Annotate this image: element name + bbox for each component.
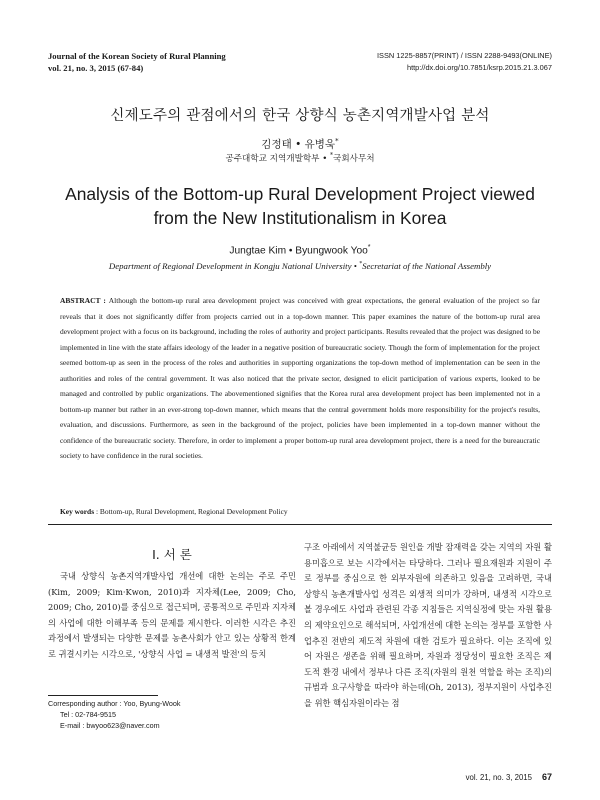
korean-affiliation-2: 국회사무처 <box>333 154 375 164</box>
keywords-text: Bottom-up, Rural Development, Regional Development Policy <box>99 507 288 516</box>
english-affiliation-1: Department of Regional Development in Kongju National University • <box>108 261 359 271</box>
section-heading: I. 서 론 <box>152 547 192 562</box>
footnote-email[interactable]: E-mail : bwyoo623@naver.com <box>60 721 160 730</box>
korean-affiliation <box>0 152 600 164</box>
abstract-text: Although the bottom-up rural area development project was conceived with great expectations, the general evaluation of the project so far reveals that it does not significantly differ from projects carried out in a top-down manner. This paper examines the nature of the bottom-up rural area development project with a focus on its background, including the roles of authority and project participants. Results revealed that the project was designed to be implemented in line with the state affairs ideology of the leader in a negative position of bureaucratic society. Though the form of implementation for the project seemed bottom-up as seen in the process of the roles and authorities in supporting organizations the top-down method of implementation can be seen in the authorities and roles of the central government. It was also noticed that the private sector, designed to elicit participation of various experts, looked to be managed and controlled by public organizations. The abovementioned signifies that the Korea rural area development project has been implemented not in a bottom-up manner but rather in an ever-strong top-down manner, which means that the central government holds more responsibility for the project's results, evaluation, and discussions. Furthermore, as seen in the background of the project, policies have been implemented in a top-down manner without the confidence of the bureaucratic society. Therefore, in order to implement a proper bottom-up rural area development project, there is a need for the bureaucratic society to have confidence in the rural societies. <box>60 296 540 460</box>
english-authors-names: Jungtae Kim • Byungwook Yoo <box>229 245 368 257</box>
korean-authors <box>0 136 600 152</box>
english-affiliation-mark: * <box>359 261 363 268</box>
footnote-divider <box>48 695 158 696</box>
english-affiliation <box>0 261 600 271</box>
doi-link[interactable]: http://dx.doi.org/10.7851/ksrp.2015.21.3.067 <box>406 63 552 72</box>
section-divider <box>48 524 552 525</box>
keywords: Key words : Bottom-up, Rural Development, Regional Development Policy <box>60 507 288 516</box>
footer-volume: vol. 21, no. 3, 2015 <box>465 773 532 782</box>
korean-authors-mark: * <box>335 136 339 145</box>
journal-name: Journal of the Korean Society of Rural Planning <box>48 51 226 61</box>
footnote-author: Corresponding author : Yoo, Byung-Wook <box>48 699 181 708</box>
korean-affiliation-mark: * <box>330 152 334 160</box>
issn-text: ISSN 1225-8857(PRINT) / ISSN 2288-9493(ONLINE) <box>377 51 552 60</box>
keywords-label: Key words <box>60 507 95 516</box>
footnote-tel: Tel : 02-784-9515 <box>60 710 116 719</box>
journal-volume: vol. 21, no. 3, 2015 (67-84) <box>48 63 144 73</box>
page-footer <box>466 772 552 782</box>
page-number: 67 <box>541 772 552 782</box>
english-title-line-1: Analysis of the Bottom-up Rural Development Project viewed <box>65 184 535 204</box>
journal-header <box>48 50 226 74</box>
abstract: ABSTRACT : Although the bottom-up rural area development project was conceived with great expectations, the general evaluation of the project so far reveals that it does not significantly differ from projects carried out in a top-down manner. This paper examines the nature of the bottom-up rural area development project with a focus on its background, including the roles of authority and project participants. Results revealed that the project was designed to be implemented in line with the state affairs ideology of the leader in a negative position of bureaucratic society. Though the form of implementation for the project seemed bottom-up as seen in the process of the roles and authorities in supporting organizations the top-down method of implementation can be seen in the authorities and roles of the central government. It was also noticed that the private sector, designed to elicit participation of various experts, looked to be managed and controlled by public organizations. The abovementioned signifies that the Korea rural area development project has been implemented not in a bottom-up manner but rather in an ever-strong top-down manner, which means that the central government holds more responsibility for the project's results, evaluation, and discussions. Furthermore, as seen in the background of the project, policies have been implemented in a top-down manner without the confidence of the bureaucratic society. Therefore, in order to implement a proper bottom-up rural area development project, there is a need for the bureaucratic society to have confidence in the rural societies. <box>60 296 540 460</box>
body-column-left: 국내 상향식 농촌지역개발사업 개선에 대한 논의는 주로 주민(Kim, 2009; Kim·Kwon, 2010)과 지자체(Lee, 2009; Cho, 2009; Cho, 2010)를 중심으로 접근되며, 공통적으로 주민과 지자체의 사업에 대한 이해부족 등의 문제를 제시한다. 이러한 시각은 추진과정에서 발생되는 다양한 문제를 농촌사회가 안고 있는 상황적 한계로 귀결시키는 시각으로, '상향식 사업 = 내생적 발전'의 등치 <box>48 571 296 659</box>
english-authors <box>0 243 600 256</box>
corresponding-author-footnote <box>48 698 181 731</box>
english-authors-mark: * <box>367 243 371 251</box>
english-title-line-2: from the New Institutionalism in Korea <box>153 208 447 228</box>
english-title <box>0 182 600 230</box>
korean-affiliation-1: 공주대학교 지역개발학부 • <box>225 154 331 164</box>
abstract-label: ABSTRACT <box>60 296 101 305</box>
issn-header <box>377 50 552 74</box>
korean-authors-names: 김정태 • 유병욱 <box>261 138 336 151</box>
english-affiliation-2: Secretariat of the National Assembly <box>362 261 492 271</box>
body-column-right: 구조 아래에서 지역불균등 원인을 개발 잠재력을 갖는 지역의 자원 활용미흡으로 보는 시각에서는 타당하다. 그러나 필요재원과 지원이 주로 정부를 중심으로 한 외부자원에 의존하고 있음을 고려하면, 국내 상향식 농촌개발사업 성격은 외생적 의미가 강하며, 내생적 시각으로 볼 경우에도 사업과 관련된 각종 지침들은 지역실정에 맞는 자원 활용의 제약요인으로 해석되며, 사업개선에 대한 논의는 정부를 포함한 사업추진 전반의 제도적 차원에 대한 검토가 필요하다. 이는 조직에 있어 자원은 생존을 위해 필요하며, 자원과 정당성이 필요한 조직은 제도적 환경 내에서 정부나 다른 조직(자원의 원천 역할을 하는 조직)의 규범과 요구사항을 따라야 하는데(Oh, 2013), 정부지원이 사업추진을 위한 핵심자원이라는 점 <box>304 542 552 708</box>
korean-title: 신제도주의 관점에서의 한국 상향식 농촌지역개발사업 분석 <box>110 108 490 124</box>
